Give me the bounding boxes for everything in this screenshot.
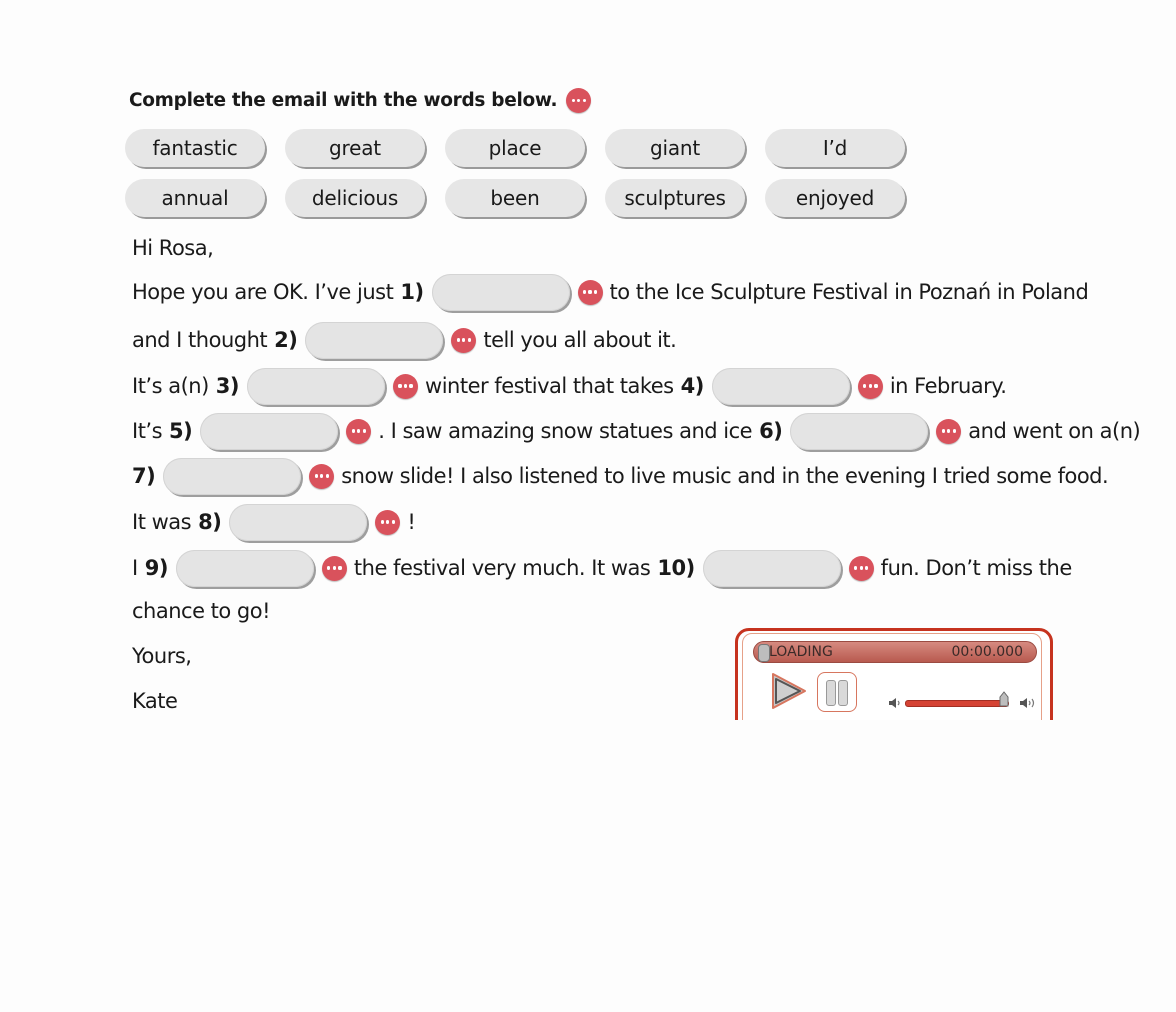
gap-number-1: 1) (400, 280, 424, 304)
email-line-8 (132, 597, 270, 625)
loading-status: LOADING (769, 644, 833, 660)
time-readout: 00:00.000 (951, 644, 1023, 660)
greeting-text: Hi Rosa, (132, 236, 214, 260)
email-line-6 (132, 502, 415, 542)
text: snow slide! I also listened to live music and in the evening I tried some food. (341, 464, 1109, 488)
volume-handle[interactable] (998, 691, 1010, 707)
gap-number-9: 9) (144, 556, 168, 580)
answer-gap-4[interactable] (712, 368, 850, 405)
word-chip-fantastic[interactable]: fantastic (125, 129, 265, 167)
word-chip-enjoyed[interactable]: enjoyed (765, 179, 905, 217)
word-chip-giant[interactable]: giant (605, 129, 745, 167)
email-line-7 (132, 548, 1072, 588)
pause-icon[interactable] (817, 672, 857, 712)
answer-gap-8[interactable] (229, 504, 367, 541)
hint-icon[interactable] (322, 556, 347, 581)
email-signature (132, 687, 177, 715)
text: Hope you are OK. I’ve just (132, 280, 394, 304)
word-chip-id[interactable]: I’d (765, 129, 905, 167)
signature-text: Kate (132, 689, 178, 713)
audio-player (735, 628, 1053, 720)
pause-bar (838, 680, 848, 706)
email-line-3 (132, 366, 1006, 406)
text: to the Ice Sculpture Festival in Poznań in Poland (609, 280, 1089, 304)
text: winter festival that takes (425, 374, 674, 398)
gap-number-8: 8) (198, 510, 222, 534)
word-chip-delicious[interactable]: delicious (285, 179, 425, 217)
text: It was (132, 510, 192, 534)
volume-high-icon (1018, 696, 1040, 710)
gap-number-2: 2) (274, 328, 298, 352)
text: and went on a(n) (968, 419, 1141, 443)
text: in February. (889, 374, 1007, 398)
text: It’s a(n) (132, 374, 209, 398)
gap-number-4: 4) (680, 374, 704, 398)
gap-number-7: 7) (132, 464, 156, 488)
hint-icon[interactable] (578, 280, 603, 305)
hint-icon[interactable] (451, 328, 476, 353)
hint-icon[interactable] (936, 419, 961, 444)
answer-gap-6[interactable] (790, 413, 928, 450)
email-line-4 (132, 411, 1140, 451)
hint-icon[interactable] (393, 374, 418, 399)
email-line-2 (132, 320, 676, 360)
email-line-1 (132, 272, 1088, 312)
text: ! (407, 510, 416, 534)
text: fun. Don’t miss the (880, 556, 1072, 580)
instruction-heading (129, 88, 591, 113)
answer-gap-9[interactable] (176, 550, 314, 587)
word-chip-place[interactable]: place (445, 129, 585, 167)
word-chip-been[interactable]: been (445, 179, 585, 217)
hint-icon[interactable] (849, 556, 874, 581)
email-line-5 (132, 456, 1108, 496)
answer-gap-3[interactable] (247, 368, 385, 405)
text: . I saw amazing snow statues and ice (378, 419, 753, 443)
text: tell you all about it. (483, 328, 677, 352)
volume-low-icon (887, 696, 903, 710)
word-chip-sculptures[interactable]: sculptures (605, 179, 745, 217)
hint-icon[interactable] (858, 374, 883, 399)
text: chance to go! (132, 599, 271, 623)
answer-gap-7[interactable] (163, 458, 301, 495)
gap-number-6: 6) (759, 419, 783, 443)
volume-slider[interactable] (905, 700, 1009, 707)
hint-icon[interactable] (566, 88, 591, 113)
text: It’s (132, 419, 163, 443)
play-icon[interactable] (767, 670, 809, 712)
gap-number-5: 5) (169, 419, 193, 443)
answer-gap-2[interactable] (305, 322, 443, 359)
text: the festival very much. It was (353, 556, 651, 580)
word-chip-annual[interactable]: annual (125, 179, 265, 217)
closing-text: Yours, (132, 644, 192, 668)
text: and I thought (132, 328, 268, 352)
hint-icon[interactable] (309, 464, 334, 489)
text: I (132, 556, 138, 580)
email-greeting (132, 235, 213, 261)
pause-bar (826, 680, 836, 706)
email-closing (132, 642, 191, 670)
word-chip-great[interactable]: great (285, 129, 425, 167)
gap-number-10: 10) (657, 556, 695, 580)
instruction-text: Complete the email with the words below. (129, 90, 558, 111)
answer-gap-10[interactable] (703, 550, 841, 587)
answer-gap-1[interactable] (432, 274, 570, 311)
answer-gap-5[interactable] (200, 413, 338, 450)
hint-icon[interactable] (375, 510, 400, 535)
gap-number-3: 3) (215, 374, 240, 398)
hint-icon[interactable] (346, 419, 371, 444)
